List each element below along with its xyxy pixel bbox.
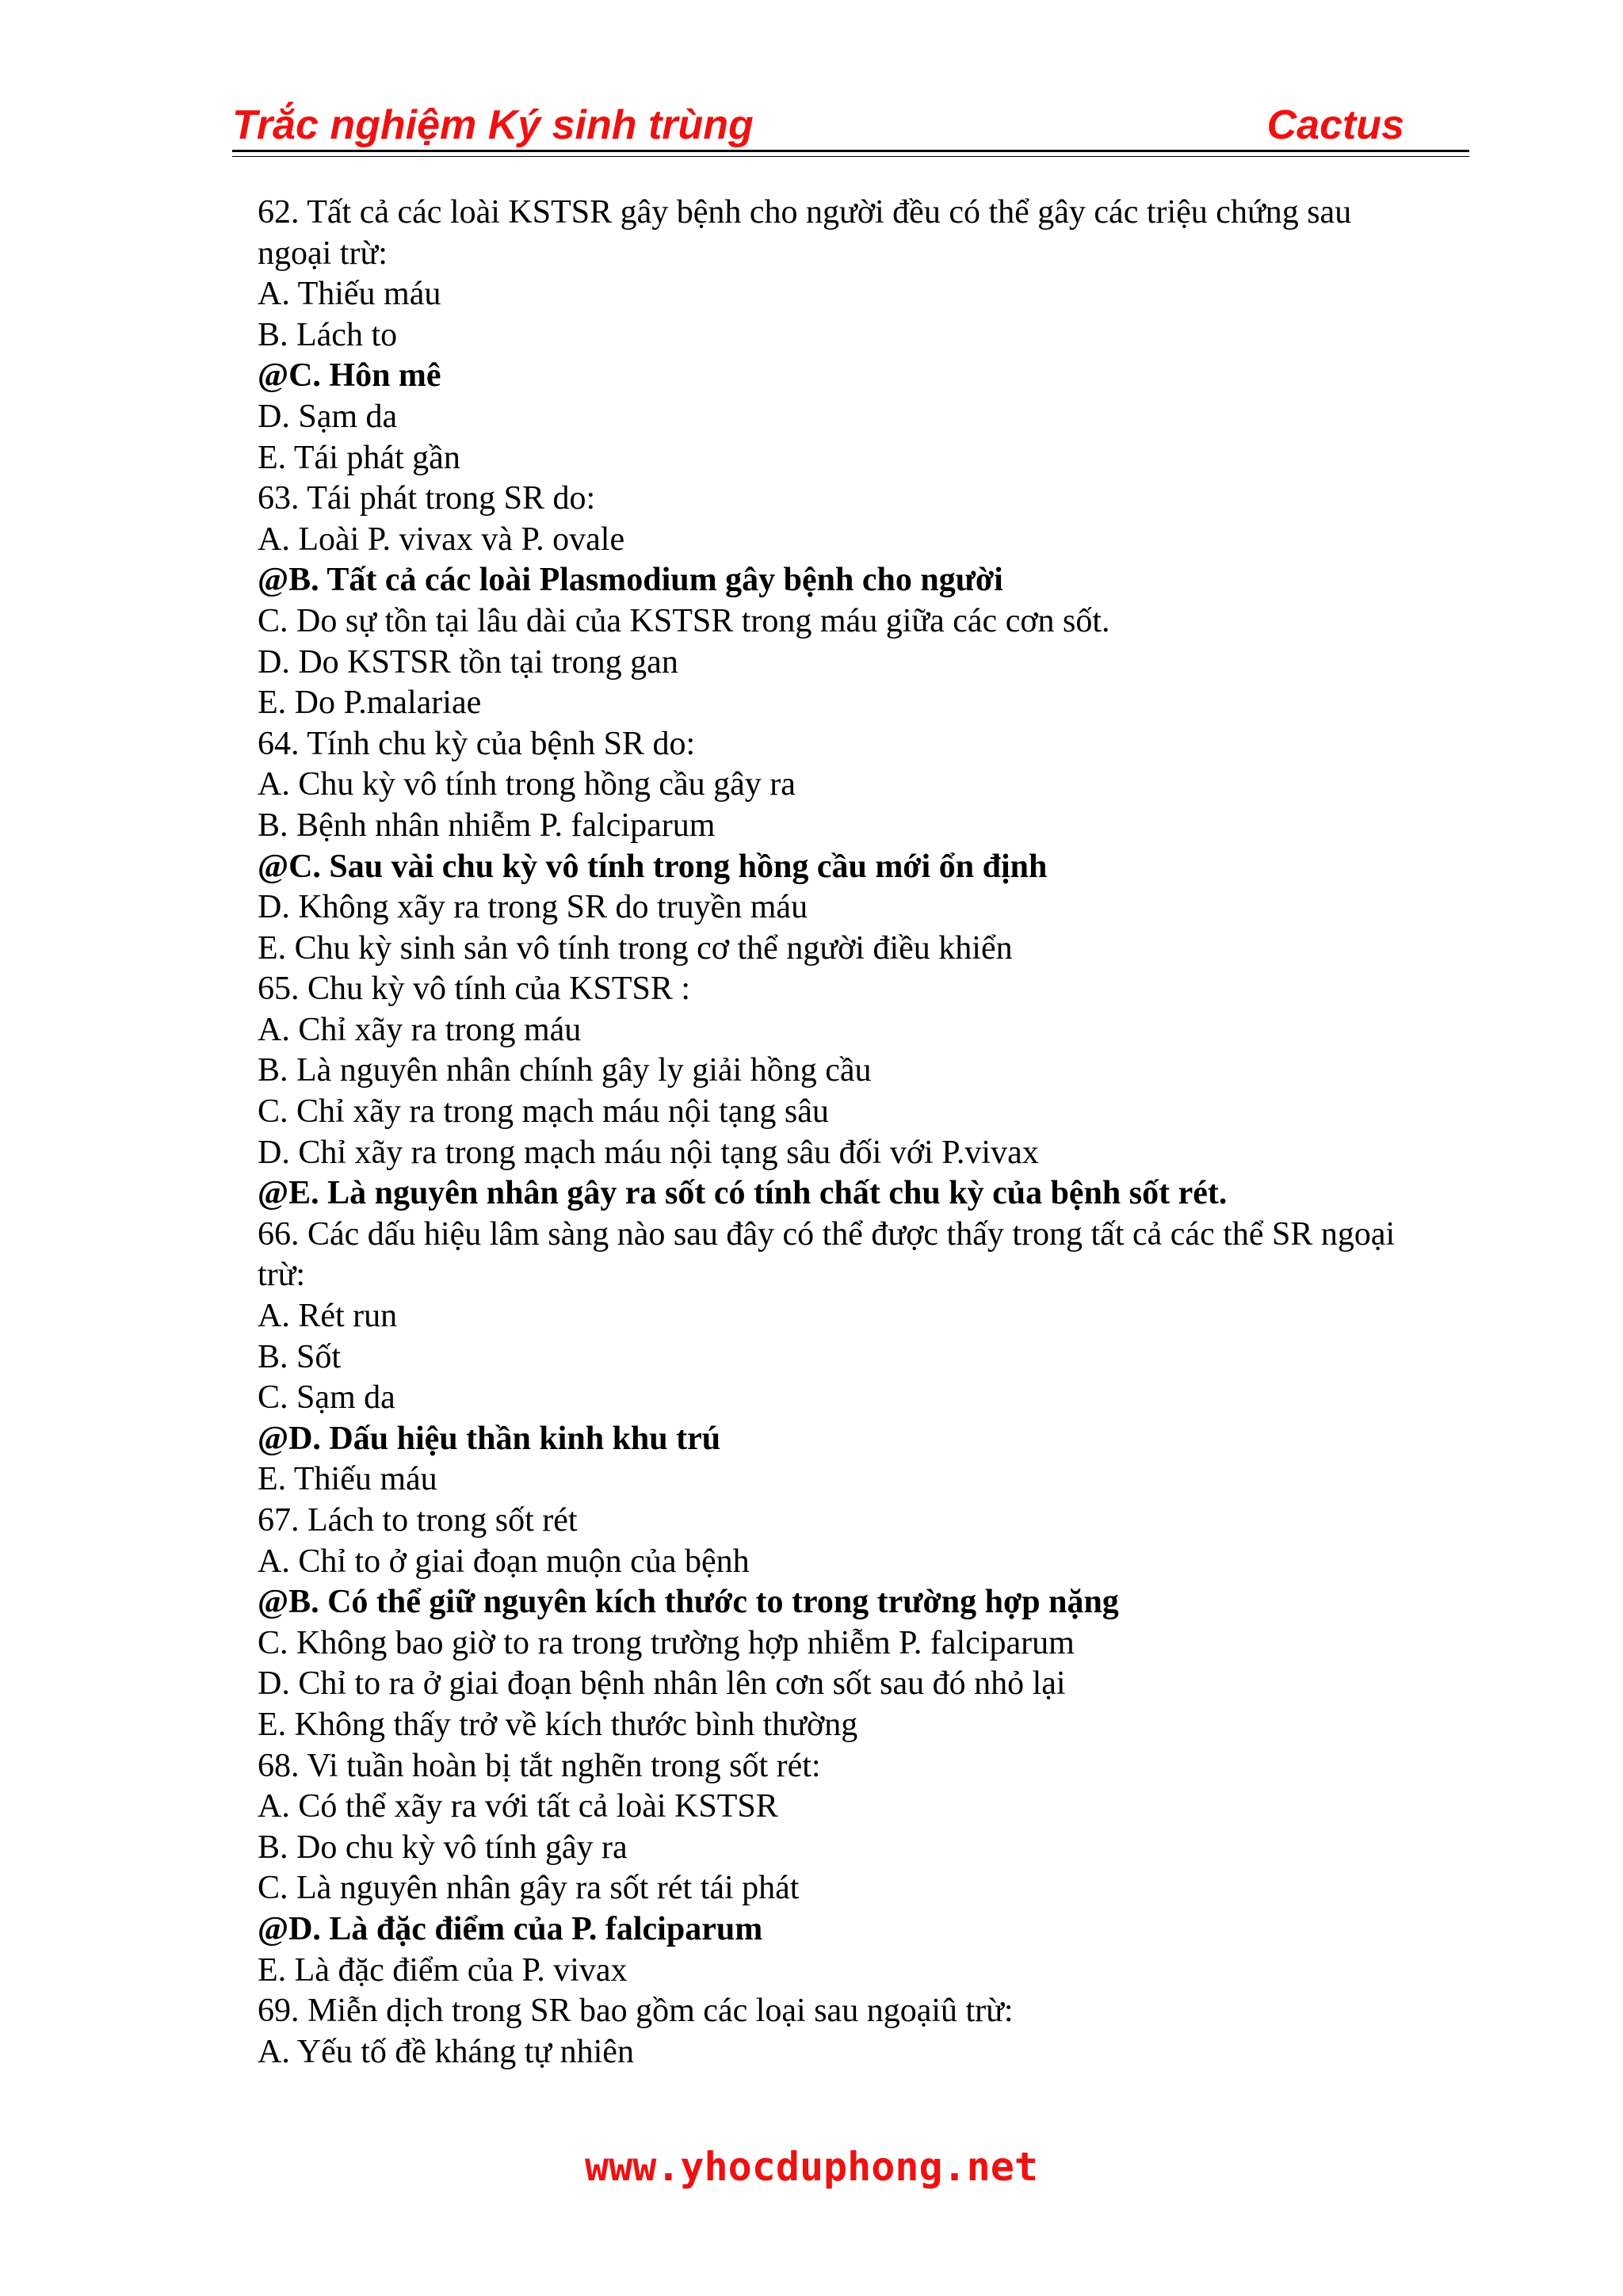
text-line: 65. Chu kỳ vô tính của KSTSR : [258, 971, 691, 1008]
text-line: B. Là nguyên nhân chính gây ly giải hồng cầu [258, 1052, 872, 1089]
correct-answer-line: @E. Là nguyên nhân gây ra sốt có tính chất chu kỳ của bệnh sốt rét. [258, 1175, 1228, 1212]
question-list [258, 193, 1478, 2073]
page-header [232, 98, 1469, 151]
text-line: 66. Các dấu hiệu lâm sàng nào sau đây có thể được thấy trong tất cả các thể SR ngoại [258, 1215, 1396, 1253]
text-line: B. Lách to [258, 316, 398, 353]
text-line: D. Chỉ to ra ở giai đoạn bệnh nhân lên cơn sốt sau đó nhỏ lại [258, 1665, 1066, 1703]
text-line: 64. Tính chu kỳ của bệnh SR do: [258, 725, 696, 762]
text-line: A. Loài P. vivax và P. ovale [258, 521, 625, 558]
text-line: B. Do chu kỳ vô tính gây ra [258, 1829, 628, 1866]
text-line: C. Không bao giờ to ra trong trường hợp nhiễm P. falciparum [258, 1624, 1075, 1661]
text-line: E. Thiếu máu [258, 1461, 437, 1498]
text-line: 69. Miễn dịch trong SR bao gồm các loại sau ngoạiû trừ: [258, 1993, 1014, 2030]
text-line: trừ: [258, 1257, 306, 1294]
correct-answer-line: @B. Tất cả các loài Plasmodium gây bệnh cho người [258, 562, 1003, 599]
text-line: E. Không thấy trở về kích thước bình thường [258, 1706, 858, 1743]
correct-answer-line: @C. Sau vài chu kỳ vô tính trong hồng cầu mới ổn định [258, 848, 1048, 885]
text-line: ngoại trừ: [258, 235, 388, 272]
text-line: A. Rét run [258, 1298, 398, 1335]
text-line: B. Bệnh nhân nhiễm P. falciparum [258, 807, 716, 844]
document-title: Trắc nghiệm Ký sinh trùng [232, 102, 754, 148]
text-line: 63. Tái phát trong SR do: [258, 480, 596, 517]
text-line: E. Do P.malariae [258, 685, 482, 722]
text-line: A. Chu kỳ vô tính trong hồng cầu gây ra [258, 766, 796, 803]
text-line: C. Là nguyên nhân gây ra sốt rét tái phát [258, 1870, 800, 1907]
text-line: 62. Tất cả các loài KSTSR gây bệnh cho người đều có thể gây các triệu chứng sau [258, 194, 1352, 231]
text-line: 67. Lách to trong sốt rét [258, 1502, 578, 1539]
text-line: E. Là đặc điểm của P. vivax [258, 1951, 628, 1989]
header-divider-thin [232, 156, 1469, 157]
text-line: D. Sạm da [258, 398, 398, 435]
text-line: A. Chỉ xãy ra trong máu [258, 1011, 582, 1048]
text-line: B. Sốt [258, 1338, 342, 1375]
text-line: A. Yếu tố đề kháng tự nhiên [258, 2033, 634, 2070]
text-line: E. Tái phát gần [258, 439, 460, 476]
text-line: C. Do sự tồn tại lâu dài của KSTSR trong máu giữa các cơn sốt. [258, 602, 1110, 639]
text-line: D. Chỉ xãy ra trong mạch máu nội tạng sâu đối với P.vivax [258, 1134, 1039, 1171]
document-author: Cactus [1266, 102, 1404, 148]
text-line: D. Không xãy ra trong SR do truyền máu [258, 889, 808, 926]
correct-answer-line: @B. Có thể giữ nguyên kích thước to trong trường hợp nặng [258, 1584, 1119, 1621]
correct-answer-line: @C. Hôn mê [258, 357, 441, 395]
text-line: A. Có thể xãy ra với tất cả loài KSTSR [258, 1788, 778, 1825]
text-line: A. Thiếu máu [258, 276, 441, 313]
text-line: D. Do KSTSR tồn tại trong gan [258, 643, 678, 681]
header-divider [232, 150, 1469, 152]
correct-answer-line: @D. Dấu hiệu thần kinh khu trú [258, 1420, 721, 1457]
footer-website-link[interactable]: www.yhocduphong.net [585, 2144, 1038, 2190]
text-line: C. Chỉ xãy ra trong mạch máu nội tạng sâu [258, 1093, 829, 1131]
text-line: C. Sạm da [258, 1379, 395, 1417]
text-line: E. Chu kỳ sinh sản vô tính trong cơ thể người điều khiển [258, 929, 1013, 967]
text-line: 68. Vi tuần hoàn bị tắt nghẽn trong sốt rét: [258, 1747, 821, 1784]
correct-answer-line: @D. Là đặc điểm của P. falciparum [258, 1910, 763, 1947]
text-line: A. Chỉ to ở giai đoạn muộn của bệnh [258, 1543, 750, 1580]
